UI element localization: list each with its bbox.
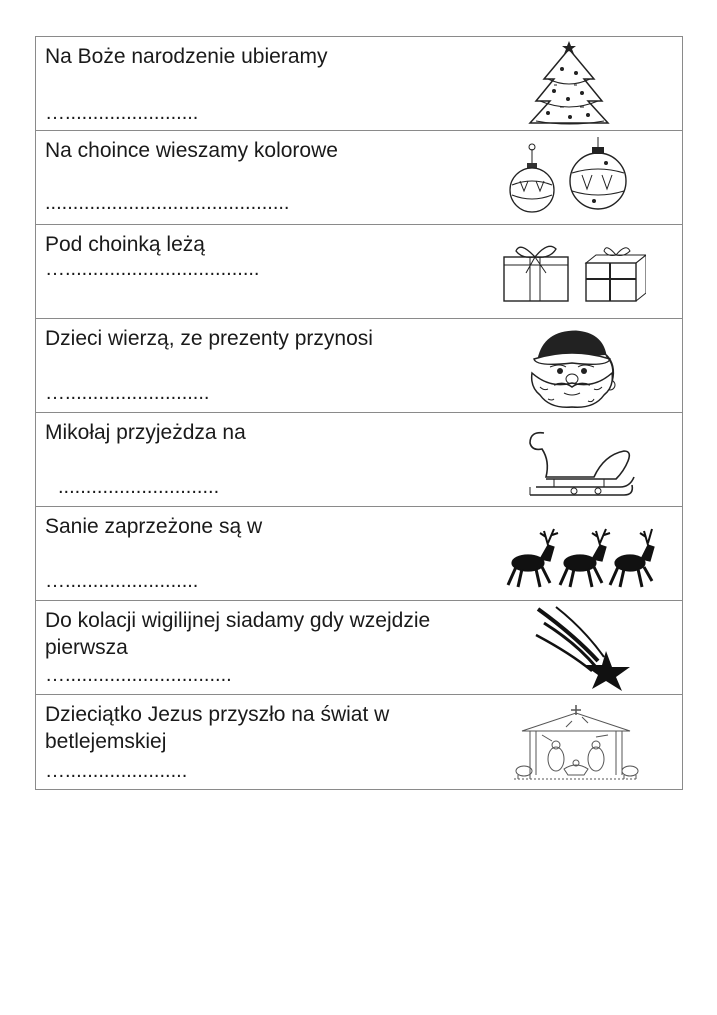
question-text: Do kolacji wigilijnej siadamy gdy wzejdzie pierwsza (45, 609, 431, 659)
row-reindeer (36, 507, 682, 601)
question-text: Mikołaj przyjeżdza na (45, 421, 246, 444)
sleigh-icon (524, 427, 636, 503)
answer-line[interactable]: ............................................ (45, 192, 290, 214)
answer-line[interactable]: ….............................. (45, 664, 232, 686)
reindeer-icon (506, 523, 656, 589)
worksheet-table (35, 36, 683, 790)
row-santa (36, 319, 682, 413)
row-star (36, 601, 682, 695)
nativity-stable-icon (512, 701, 640, 783)
answer-line[interactable]: …........................ (45, 570, 199, 592)
row-nativity (36, 695, 682, 789)
question-text: Dzieciątko Jezus przyszło na świat w betlejemskiej (45, 703, 390, 753)
santa-face-icon (524, 325, 620, 409)
answer-line[interactable]: …................................... (45, 258, 260, 280)
christmas-tree-icon (524, 39, 614, 127)
row-gifts (36, 225, 682, 319)
row-sleigh (36, 413, 682, 507)
shooting-star-icon (534, 605, 634, 691)
question-text: Pod choinką leżą (45, 233, 205, 256)
question-text: Dzieci wierzą, ze prezenty przynosi (45, 327, 373, 350)
row-christmas-tree (36, 37, 682, 131)
question-text: Na Boże narodzenie ubieramy (45, 45, 328, 68)
answer-line[interactable]: …........................ (45, 102, 199, 124)
row-baubles (36, 131, 682, 225)
answer-line[interactable]: …...................... (45, 760, 188, 782)
question-text: Na choince wieszamy kolorowe (45, 139, 338, 162)
baubles-icon (506, 135, 632, 221)
gifts-icon (500, 239, 646, 305)
answer-line[interactable]: ….......................... (45, 382, 210, 404)
question-text: Sanie zaprzeżone są w (45, 515, 263, 538)
answer-line[interactable]: ............................. (58, 476, 220, 498)
